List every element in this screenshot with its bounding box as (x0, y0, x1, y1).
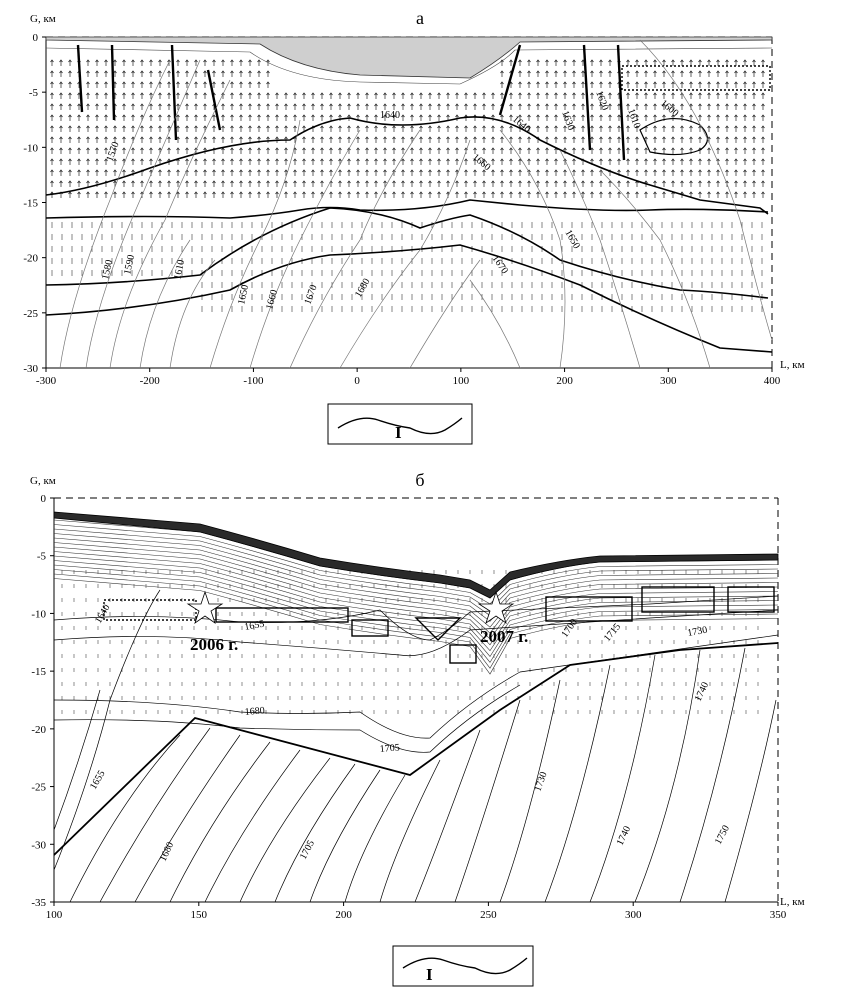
panel-b-x-ticks (46, 902, 787, 921)
panel-a-x-tick-label: 400 (763, 375, 781, 387)
panel-b-basement-boundary (54, 643, 778, 855)
panel-b-y-tick-label: -10 (31, 608, 46, 621)
panel-b-y-tick-label: -30 (31, 839, 46, 852)
layer-line (54, 525, 778, 604)
svg-text:1630: 1630 (559, 109, 577, 132)
svg-text:1600: 1600 (658, 97, 681, 120)
panel-a-y-tick-label: -20 (23, 252, 38, 265)
panel-b-x-title: L, км (780, 896, 805, 908)
svg-text:1670: 1670 (302, 283, 320, 307)
panel-a-isolines (60, 40, 772, 368)
svg-text:1640: 1640 (93, 602, 113, 626)
panel-b-x-tick-label: 100 (45, 909, 63, 921)
panel-a-x-tick-label: 300 (660, 375, 677, 387)
svg-text:1715: 1715 (601, 621, 624, 644)
svg-text:1610: 1610 (625, 107, 643, 130)
panel-b-x-tick-label: 150 (190, 909, 208, 921)
panel-b-y-tick-label: 0 (40, 493, 46, 505)
panel-a-x-tick-label: -300 (35, 375, 57, 387)
panel-a-boundary-2 (46, 200, 768, 218)
layer-line (54, 552, 778, 639)
panel-a-y-title: G, км (30, 13, 56, 25)
panel-b-y-tick-label: -15 (31, 666, 46, 679)
panel-b-arrow-field (62, 570, 758, 714)
panel-a-boundary-3 (46, 208, 768, 298)
svg-text:1660: 1660 (264, 288, 281, 311)
panel-a-x-ticks (36, 368, 781, 387)
panel-b-star-2007 (479, 592, 513, 623)
panel-b-x-tick-label: 300 (624, 909, 642, 921)
panel-a-legend-label: I (395, 423, 402, 442)
svg-text:1740: 1740 (614, 824, 634, 848)
panel-a-arrow-field (51, 60, 765, 312)
panel-a-box-1 (622, 66, 770, 90)
svg-text:1640: 1640 (510, 113, 533, 136)
panel-a-legend (328, 404, 472, 444)
panel-a-y-tick-label: -10 (23, 142, 38, 155)
panel-a-boundary-1 (46, 117, 768, 214)
svg-text:1660: 1660 (470, 151, 493, 174)
panel-b-box-4 (450, 645, 476, 663)
panel-b-event-2007: 2007 г. (480, 627, 529, 646)
svg-text:1670: 1670 (489, 253, 511, 277)
panel-b-box-2 (216, 608, 348, 622)
svg-text:1655: 1655 (88, 768, 108, 792)
svg-text:1705: 1705 (379, 742, 401, 755)
panel-a-y-ticks (23, 32, 46, 375)
panel-a-y-tick-label: -5 (28, 87, 38, 100)
svg-text:1700: 1700 (559, 617, 580, 640)
svg-text:1680: 1680 (353, 276, 373, 300)
panel-a-x-tick-label: -100 (243, 375, 264, 387)
svg-text:1655: 1655 (243, 618, 266, 633)
panel-b-legend (393, 946, 533, 986)
svg-text:1705: 1705 (297, 838, 318, 862)
svg-text:1740: 1740 (692, 680, 712, 704)
svg-text:1730: 1730 (686, 624, 709, 639)
panel-b-y-tick-label: -25 (31, 781, 46, 794)
svg-text:1730: 1730 (532, 770, 550, 794)
svg-text:1570: 1570 (104, 140, 122, 164)
panel-b-box-7 (728, 587, 774, 612)
panel-b-x-tick-label: 200 (335, 909, 352, 921)
panel-a-label: а (416, 8, 424, 28)
svg-text:1650: 1650 (236, 283, 252, 306)
panel-a-x-tick-label: 0 (354, 375, 360, 387)
panel-b (30, 470, 805, 986)
panel-a-y-tick-label: 0 (32, 32, 38, 44)
panel-a-y-tick-label: -15 (23, 197, 38, 210)
panel-b-legend-label: I (426, 965, 433, 984)
svg-text:1680: 1680 (157, 840, 177, 864)
panel-a-isoline-labels (100, 89, 680, 311)
panel-b-y-tick-label: -20 (31, 723, 46, 736)
panel-a (23, 8, 804, 444)
panel-b-y-title: G, км (30, 475, 56, 487)
panel-a-x-tick-label: -200 (139, 375, 160, 387)
panel-a-boundary-4 (46, 245, 772, 352)
svg-text:1680: 1680 (244, 705, 266, 718)
svg-text:1620: 1620 (593, 89, 611, 112)
svg-text:1610: 1610 (172, 258, 188, 281)
svg-text:1750: 1750 (712, 823, 733, 847)
panel-a-y-tick-label: -30 (23, 363, 38, 375)
panel-b-y-tick-label: -35 (31, 897, 46, 909)
panel-b-label: б (415, 470, 425, 490)
svg-text:1590: 1590 (122, 253, 138, 276)
panel-b-x-tick-label: 350 (769, 909, 787, 921)
svg-text:1650: 1650 (562, 228, 582, 251)
panel-a-x-tick-label: 100 (452, 375, 470, 387)
panel-a-y-tick-label: -25 (23, 307, 38, 320)
panel-b-y-tick-label: -5 (36, 550, 46, 563)
panel-b-dark-band (54, 512, 778, 598)
svg-text:1580: 1580 (100, 258, 116, 281)
panel-b-box-6 (642, 587, 714, 612)
svg-text:1640: 1640 (380, 110, 400, 121)
panel-b-y-ticks (31, 493, 54, 909)
panel-b-event-2006: 2006 г. (190, 635, 239, 654)
panel-a-x-tick-label: 200 (556, 375, 573, 387)
panel-a-x-title: L, км (780, 359, 805, 371)
panel-b-x-tick-label: 250 (480, 909, 497, 921)
